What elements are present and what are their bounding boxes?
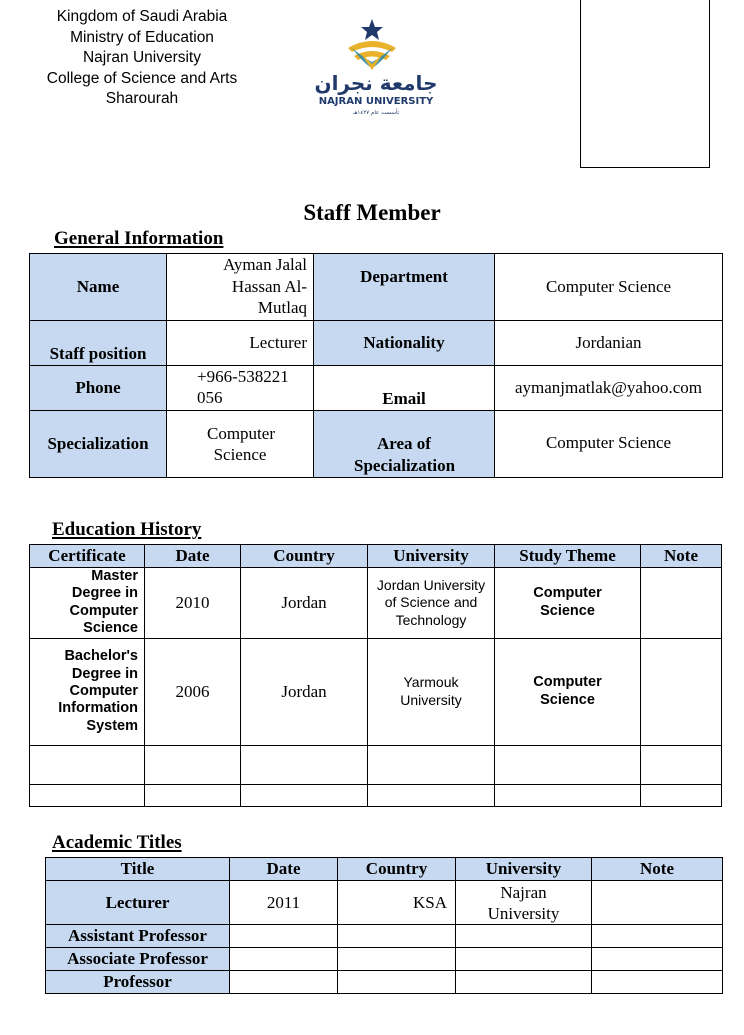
certificate-cell: Master Degree in Computer Science [30, 568, 145, 639]
table-row [46, 925, 723, 948]
header-line: College of Science and Arts [46, 69, 238, 87]
area-of-specialization-label: Area of Specialization [314, 411, 495, 478]
email-value: aymanjmatlak@yahoo.com [495, 366, 723, 411]
header-line: Ministry of Education [70, 28, 214, 46]
name-value: Ayman Jalal Hassan Al-Mutlaq [167, 254, 314, 321]
academic-titles-heading: Academic Titles [52, 832, 182, 853]
study-theme-cell [495, 745, 641, 784]
phone-label: Phone [30, 366, 167, 411]
country-cell: Jordan [241, 568, 368, 639]
document-title: Staff Member [303, 200, 441, 225]
certificate-cell: Bachelor's Degree in Computer Information System [30, 638, 145, 745]
nationality-value: Jordanian [495, 321, 723, 366]
column-header: Note [641, 545, 722, 568]
column-header: Certificate [30, 545, 145, 568]
university-cell [368, 784, 495, 806]
date-cell: 2010 [145, 568, 241, 639]
title-cell: Lecturer [46, 881, 230, 925]
country-cell [338, 948, 456, 971]
email-label: Email [314, 366, 495, 411]
institution-header [30, 7, 254, 110]
star-emblem-icon [361, 19, 383, 40]
staff-position-value: Lecturer [167, 321, 314, 366]
column-header: Title [46, 858, 230, 881]
study-theme-cell: Computer Science [495, 568, 641, 639]
academic-titles-table [45, 857, 723, 994]
header-line: Sharourah [105, 90, 179, 108]
svg-text:جامعة نجران: جامعة نجران [314, 71, 438, 95]
staff-position-label: Staff position [30, 321, 167, 366]
certificate-cell [30, 745, 145, 784]
phone-value: +966-538221056 [167, 366, 314, 411]
nationality-label: Nationality [314, 321, 495, 366]
note-cell [641, 638, 722, 745]
university-cell [456, 971, 592, 994]
area-of-specialization-value: Computer Science [495, 411, 723, 478]
table-row [46, 971, 723, 994]
table-row [46, 948, 723, 971]
date-cell: 2006 [145, 638, 241, 745]
note-cell [592, 948, 723, 971]
header-line: Kingdom of Saudi Arabia [56, 8, 228, 25]
column-header: Country [338, 858, 456, 881]
column-header: Country [241, 545, 368, 568]
date-cell [145, 745, 241, 784]
date-cell: 2011 [230, 881, 338, 925]
education-history-heading: Education History [52, 519, 202, 540]
country-cell: Jordan [241, 638, 368, 745]
title-cell: Associate Professor [46, 948, 230, 971]
department-label: Department [314, 254, 495, 321]
column-header: University [368, 545, 495, 568]
specialization-label: Specialization [30, 411, 167, 478]
table-row [30, 745, 722, 784]
university-cell [456, 948, 592, 971]
country-cell [338, 925, 456, 948]
table-row [30, 568, 722, 639]
table-row [30, 784, 722, 806]
title-cell: Professor [46, 971, 230, 994]
university-cell [456, 925, 592, 948]
general-information-table [29, 253, 723, 478]
study-theme-cell [495, 784, 641, 806]
column-header: Date [230, 858, 338, 881]
country-cell [241, 745, 368, 784]
column-header: Date [145, 545, 241, 568]
note-cell [641, 784, 722, 806]
najran-university-logo [314, 18, 438, 118]
education-history-table [29, 544, 722, 807]
university-cell: Yarmouk University [368, 638, 495, 745]
certificate-cell [30, 784, 145, 806]
column-header: Study Theme [495, 545, 641, 568]
photo-placeholder [580, 0, 710, 168]
header-line: Najran University [82, 49, 201, 67]
column-header: University [456, 858, 592, 881]
country-cell [241, 784, 368, 806]
note-cell [592, 881, 723, 925]
table-row [46, 881, 723, 925]
svg-text:NAJRAN UNIVERSITY: NAJRAN UNIVERSITY [318, 96, 434, 107]
university-cell: Najran University [456, 881, 592, 925]
date-cell [230, 948, 338, 971]
note-cell [641, 745, 722, 784]
university-cell: Jordan University of Science and Technology [368, 568, 495, 639]
date-cell [145, 784, 241, 806]
country-cell [338, 971, 456, 994]
university-cell [368, 745, 495, 784]
date-cell [230, 925, 338, 948]
title-cell: Assistant Professor [46, 925, 230, 948]
name-label: Name [30, 254, 167, 321]
column-header: Note [592, 858, 723, 881]
note-cell [641, 568, 722, 639]
note-cell [592, 925, 723, 948]
table-row [30, 638, 722, 745]
country-cell: KSA [338, 881, 456, 925]
department-value: Computer Science [495, 254, 723, 321]
study-theme-cell: Computer Science [495, 638, 641, 745]
svg-text:تأسست عام ١٤٢٧هـ: تأسست عام ١٤٢٧هـ [352, 110, 400, 116]
general-information-heading: General Information [54, 228, 224, 249]
note-cell [592, 971, 723, 994]
specialization-value: Computer Science [167, 411, 314, 478]
date-cell [230, 971, 338, 994]
